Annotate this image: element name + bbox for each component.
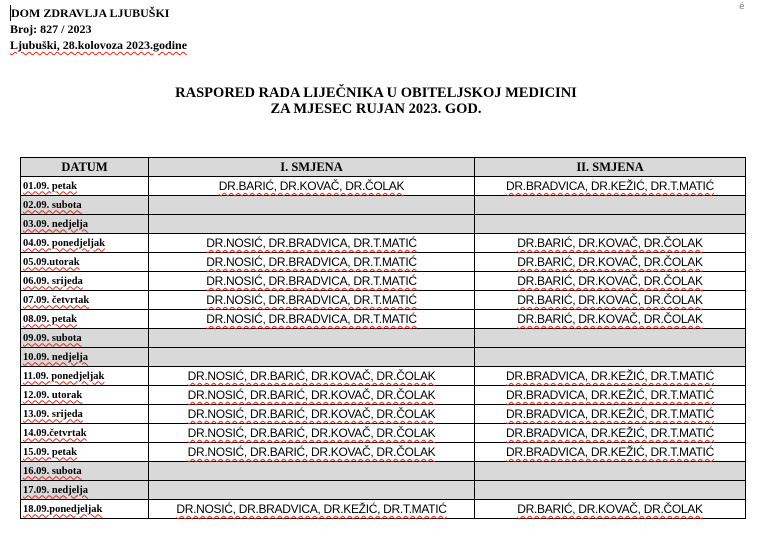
date-cell: 08.09. petak bbox=[21, 310, 149, 329]
shift-1-cell: DR.NOSIĆ, DR.BRADVICA, DR.T.MATIĆ bbox=[149, 310, 475, 329]
date-cell: 15.09. petak bbox=[21, 443, 149, 462]
document-number: Broj: 827 / 2023 bbox=[10, 22, 92, 36]
place-and-date: Ljubuški, 28.kolovoza 2023.godine bbox=[10, 38, 188, 52]
table-row bbox=[21, 310, 746, 329]
table-row bbox=[21, 234, 746, 253]
shift-1-cell: DR.NOSIĆ, DR.BRADVICA, DR.T.MATIĆ bbox=[149, 234, 475, 253]
table-row bbox=[21, 291, 746, 310]
header-date: DATUM bbox=[21, 158, 149, 177]
table-row bbox=[21, 443, 746, 462]
table-row bbox=[21, 215, 746, 234]
shift-2-cell: DR.BRADVICA, DR.KEŽIĆ, DR.T.MATIĆ bbox=[475, 367, 746, 386]
shift-2-cell bbox=[475, 462, 746, 481]
shift-1-cell bbox=[149, 196, 475, 215]
shift-1-cell: DR.NOSIĆ, DR.BRADVICA, DR.T.MATIĆ bbox=[149, 253, 475, 272]
shift-2-cell bbox=[475, 196, 746, 215]
shift-2-cell bbox=[475, 215, 746, 234]
date-cell: 06.09. srijeda bbox=[21, 272, 149, 291]
shift-2-cell: DR.BARIĆ, DR.KOVAČ, DR.ČOLAK bbox=[475, 291, 746, 310]
date-cell: 12.09. utorak bbox=[21, 386, 149, 405]
shift-1-cell: DR.NOSIĆ, DR.BRADVICA, DR.KEŽIĆ, DR.T.MATIĆ bbox=[149, 500, 475, 519]
date-cell: 11.09. ponedjeljak bbox=[21, 367, 149, 386]
shift-1-cell: DR.BARIĆ, DR.KOVAČ, DR.ČOLAK bbox=[149, 177, 475, 196]
date-cell: 05.09.utorak bbox=[21, 253, 149, 272]
shift-1-cell: DR.NOSIĆ, DR.BARIĆ, DR.KOVAČ, DR.ČOLAK bbox=[149, 367, 475, 386]
table-row bbox=[21, 329, 746, 348]
table-row bbox=[21, 386, 746, 405]
date-cell: 17.09. nedjelja bbox=[21, 481, 149, 500]
date-cell: 07.09. četvrtak bbox=[21, 291, 149, 310]
shift-1-cell: DR.NOSIĆ, DR.BARIĆ, DR.KOVAČ, DR.ČOLAK bbox=[149, 405, 475, 424]
date-cell: 01.09. petak bbox=[21, 177, 149, 196]
shift-1-cell bbox=[149, 329, 475, 348]
shift-1-cell: DR.NOSIĆ, DR.BARIĆ, DR.KOVAČ, DR.ČOLAK bbox=[149, 443, 475, 462]
shift-2-cell: DR.BARIĆ, DR.KOVAČ, DR.ČOLAK bbox=[475, 310, 746, 329]
shift-2-cell: DR.BARIĆ, DR.KOVAČ, DR.ČOLAK bbox=[475, 272, 746, 291]
table-row bbox=[21, 253, 746, 272]
shift-2-cell: DR.BARIĆ, DR.KOVAČ, DR.ČOLAK bbox=[475, 500, 746, 519]
table-header-row bbox=[21, 158, 746, 177]
table-row bbox=[21, 196, 746, 215]
document-title bbox=[0, 85, 752, 117]
date-cell: 02.09. subota bbox=[21, 196, 149, 215]
title-line-2: ZA MJESEC RUJAN 2023. GOD. bbox=[270, 101, 482, 117]
shift-2-cell bbox=[475, 348, 746, 367]
shift-2-cell: DR.BARIĆ, DR.KOVAČ, DR.ČOLAK bbox=[475, 234, 746, 253]
table-row bbox=[21, 405, 746, 424]
table-row bbox=[21, 348, 746, 367]
date-cell: 18.09.ponedjeljak bbox=[21, 500, 149, 519]
title-line-1: RASPORED RADA LIJEČNIKA U OBITELJSKOJ MEDICINI bbox=[175, 85, 577, 101]
table-row bbox=[21, 462, 746, 481]
date-cell: 14.09.četvrtak bbox=[21, 424, 149, 443]
date-cell: 10.09. nedjelja bbox=[21, 348, 149, 367]
table-row bbox=[21, 177, 746, 196]
shift-1-cell bbox=[149, 215, 475, 234]
table-row bbox=[21, 367, 746, 386]
date-cell: 13.09. srijeda bbox=[21, 405, 149, 424]
shift-1-cell: DR.NOSIĆ, DR.BRADVICA, DR.T.MATIĆ bbox=[149, 291, 475, 310]
header-shift-1: I. SMJENA bbox=[149, 158, 475, 177]
date-cell: 09.09. subota bbox=[21, 329, 149, 348]
shift-2-cell: DR.BRADVICA, DR.KEŽIĆ, DR.T.MATIĆ bbox=[475, 424, 746, 443]
shift-2-cell: DR.BRADVICA, DR.KEŽIĆ, DR.T.MATIĆ bbox=[475, 443, 746, 462]
table-row bbox=[21, 500, 746, 519]
corner-mark: е́ bbox=[739, 2, 745, 12]
table-row bbox=[21, 424, 746, 443]
shift-2-cell bbox=[475, 481, 746, 500]
table-row bbox=[21, 481, 746, 500]
shift-2-cell: DR.BRADVICA, DR.KEŽIĆ, DR.T.MATIĆ bbox=[475, 177, 746, 196]
shift-2-cell: DR.BRADVICA, DR.KEŽIĆ, DR.T.MATIĆ bbox=[475, 386, 746, 405]
date-cell: 04.09. ponedjeljak bbox=[21, 234, 149, 253]
date-cell: 03.09. nedjelja bbox=[21, 215, 149, 234]
date-cell: 16.09. subota bbox=[21, 462, 149, 481]
document-header bbox=[10, 5, 187, 53]
shift-2-cell: DR.BRADVICA, DR.KEŽIĆ, DR.T.MATIĆ bbox=[475, 405, 746, 424]
schedule-table bbox=[20, 157, 746, 519]
shift-1-cell: DR.NOSIĆ, DR.BARIĆ, DR.KOVAČ, DR.ČOLAK bbox=[149, 386, 475, 405]
institution-name: DOM ZDRAVLJA LJUBUŠKI bbox=[10, 5, 187, 21]
shift-1-cell bbox=[149, 462, 475, 481]
header-shift-2: II. SMJENA bbox=[475, 158, 746, 177]
table-row bbox=[21, 272, 746, 291]
shift-2-cell: DR.BARIĆ, DR.KOVAČ, DR.ČOLAK bbox=[475, 253, 746, 272]
shift-2-cell bbox=[475, 329, 746, 348]
shift-1-cell: DR.NOSIĆ, DR.BARIĆ, DR.KOVAČ, DR.ČOLAK bbox=[149, 424, 475, 443]
shift-1-cell: DR.NOSIĆ, DR.BRADVICA, DR.T.MATIĆ bbox=[149, 272, 475, 291]
shift-1-cell bbox=[149, 348, 475, 367]
shift-1-cell bbox=[149, 481, 475, 500]
